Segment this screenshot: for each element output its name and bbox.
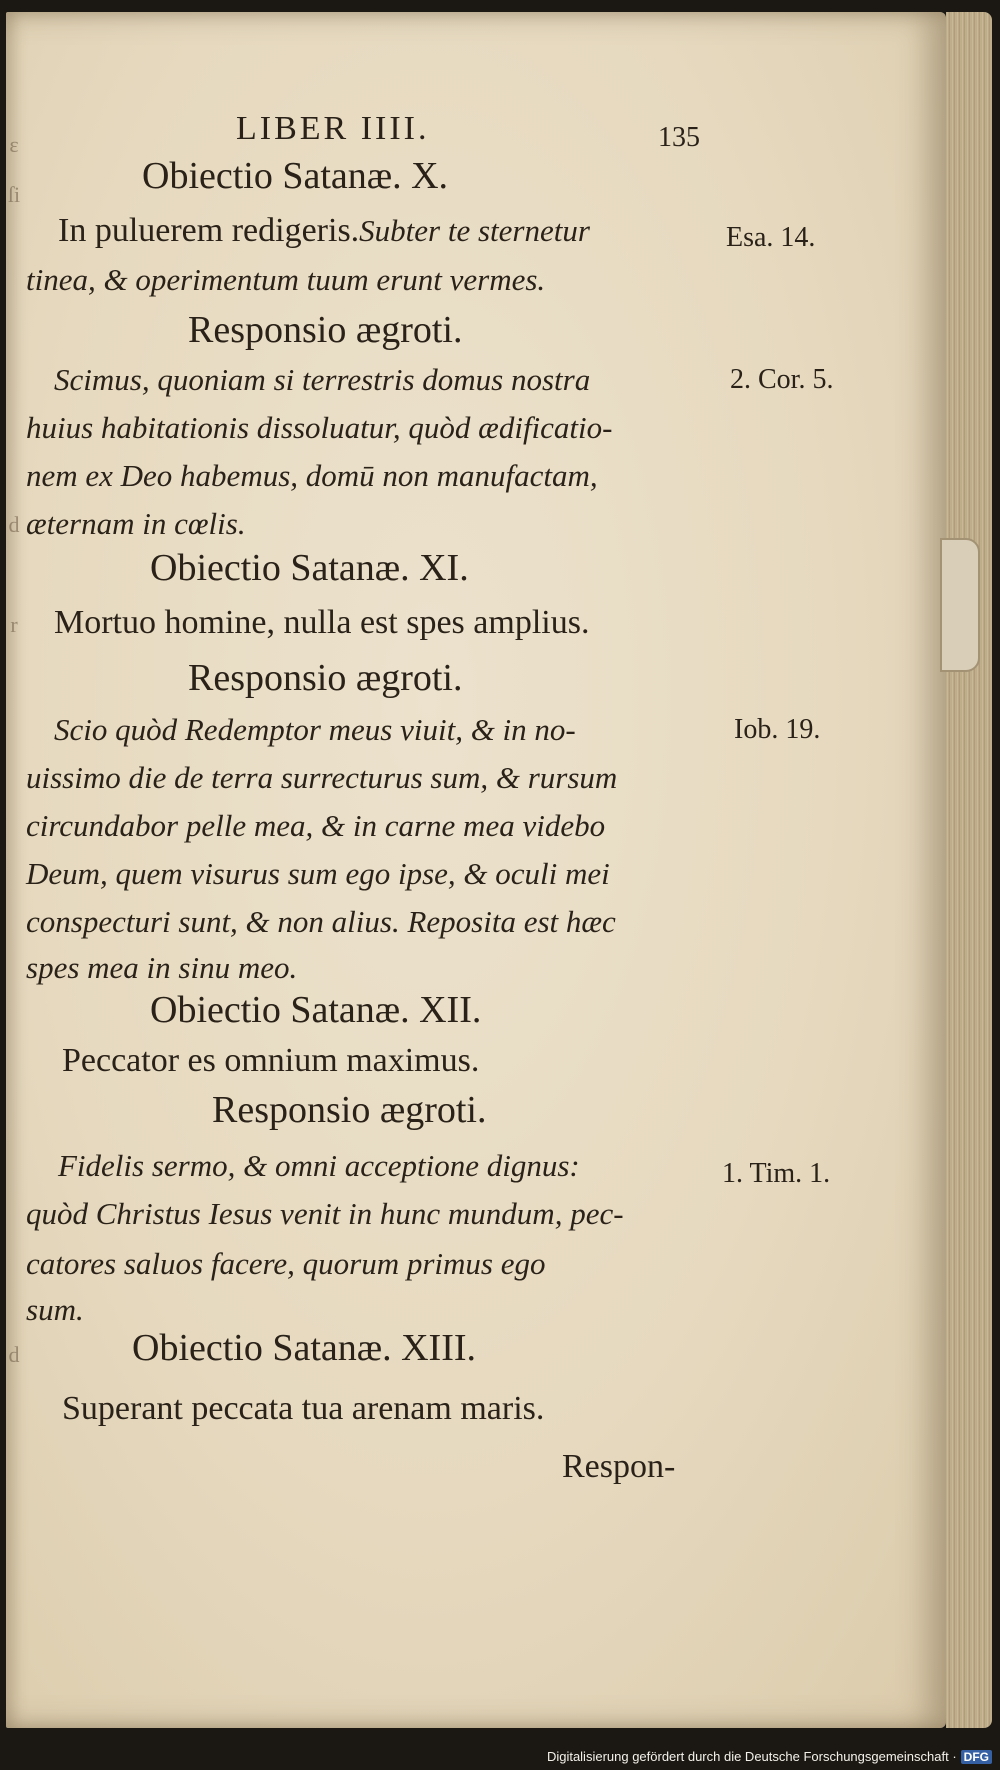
text-line — [58, 212, 590, 250]
bleed-through-mark: r — [10, 612, 18, 637]
section-heading: Obiectio Satanæ. XII. — [150, 989, 482, 1031]
margin-note-tim: 1. Tim. 1. — [722, 1158, 831, 1189]
section-heading: Obiectio Satanæ. X. — [142, 155, 449, 197]
credit-text: Digitalisierung gefördert durch die Deutsche Forschungsgemeinschaft · — [546, 1749, 957, 1764]
margin-note-iob: Iob. 19. — [734, 714, 821, 745]
catchword: Respon- — [562, 1448, 676, 1485]
bookmark-tab — [940, 538, 980, 672]
margin-note-esa: Esa. 14. — [726, 222, 816, 253]
running-head: LIBER IIII. — [236, 110, 430, 147]
page-number: 135 — [658, 122, 700, 153]
text-line: catores saluos facere, quorum primus ego — [26, 1246, 546, 1281]
text-line: Scio quòd Redemptor meus viuit, & in no- — [54, 712, 576, 747]
book-page — [6, 12, 946, 1728]
text-line: tinea, & operimentum tuum erunt vermes. — [26, 262, 546, 297]
section-heading: Obiectio Satanæ. XIII. — [132, 1327, 477, 1369]
text-line: Fidelis sermo, & omni acceptione dignus: — [58, 1148, 580, 1183]
page-edges — [946, 12, 992, 1728]
text-line: Scimus, quoniam si terrestris domus nostra — [54, 362, 591, 397]
text-line: huius habitationis dissoluatur, quòd ædificatio- — [26, 410, 613, 445]
bleed-through-mark: d — [8, 1342, 20, 1367]
section-heading: Obiectio Satanæ. XI. — [150, 547, 469, 589]
bleed-through-mark: ε — [9, 132, 19, 157]
section-heading: Responsio ægroti. — [188, 657, 463, 699]
text-line: uissimo die de terra surrecturus sum, & rursum — [26, 760, 618, 795]
margin-note-cor: 2. Cor. 5. — [730, 364, 834, 395]
bleed-through-mark: d — [8, 512, 20, 537]
text-line: Superant peccata tua arenam maris. — [62, 1390, 545, 1427]
text-line: spes mea in sinu meo. — [26, 950, 298, 985]
text-line: quòd Christus Iesus venit in hunc mundum, pec- — [26, 1196, 624, 1231]
text-line: sum. — [26, 1292, 84, 1327]
dfg-logo: DFG — [961, 1750, 992, 1764]
text-line: æternam in cœlis. — [26, 506, 246, 541]
bleed-through-mark: ſi — [7, 182, 21, 207]
section-heading: Responsio ægroti. — [188, 309, 463, 351]
text-span-italic: Subter te sternetur — [359, 213, 590, 248]
text-span-roman: In puluerem redigeris. — [58, 212, 360, 249]
text-line: Mortuo homine, nulla est spes amplius. — [54, 604, 590, 641]
text-line: circundabor pelle mea, & in carne mea videbo — [26, 808, 606, 843]
digitization-credit — [547, 1749, 992, 1764]
text-line: Peccator es omnium maximus. — [62, 1042, 480, 1079]
text-line: Deum, quem visurus sum ego ipse, & oculi mei — [26, 856, 610, 891]
section-heading: Responsio ægroti. — [212, 1089, 487, 1131]
text-line: nem ex Deo habemus, domū non manufactam, — [26, 458, 598, 493]
text-line: conspecturi sunt, & non alius. Reposita est hæc — [26, 904, 616, 939]
